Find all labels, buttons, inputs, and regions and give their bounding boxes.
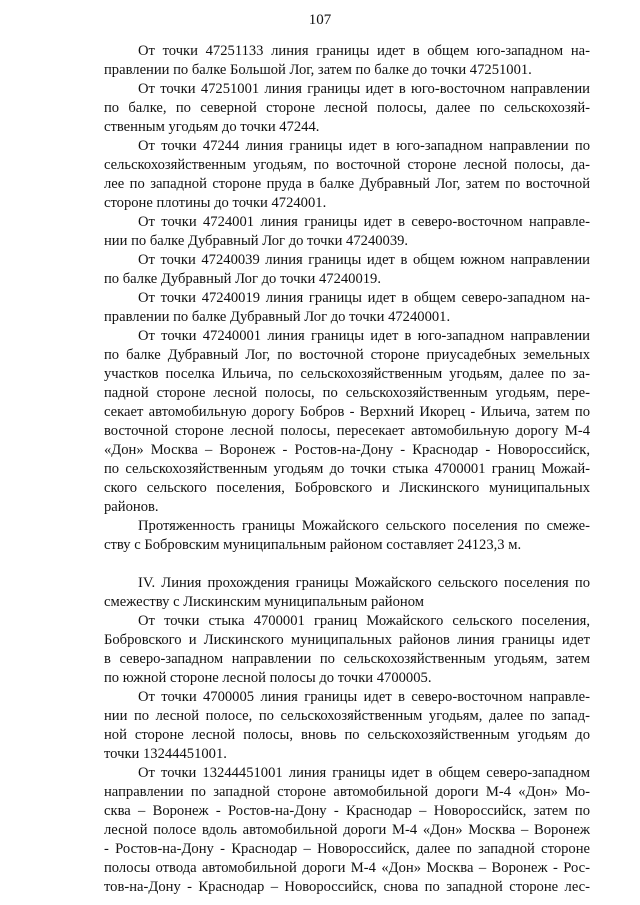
text-line: От точки 47240001 линия границы идет в юго-западном направлении [138, 328, 590, 344]
text-line: - Ростов-на-Дону - Краснодар – Новороссийск, далее по западной стороне [104, 841, 590, 857]
text-line: От точки 47240019 линия границы идет в общем северо-западном на- [138, 290, 590, 306]
document-body [104, 42, 590, 897]
paragraph [104, 688, 590, 764]
paragraph [104, 42, 590, 80]
text-line: восточной стороне лесной полосы, пересекает автомобильную дорогу М-4 [104, 423, 590, 439]
text-line: полосы отвода автомобильной дороги М-4 «Дон» Москва – Воронеж - Рос- [104, 860, 590, 876]
paragraph [104, 137, 590, 213]
text-line: по балке Дубравный Лог, по восточной стороне приусадебных земельных [104, 347, 590, 363]
text-line: От точки 4724001 линия границы идет в северо-восточном направле- [138, 214, 590, 230]
text-line: От точки 47244 линия границы идет в юго-западном направлении по [138, 138, 590, 154]
page-number: 107 [308, 12, 332, 28]
text-line: сква – Воронеж - Ростов-на-Дону - Краснодар – Новороссийск, затем по [104, 803, 590, 819]
text-line: в северо-западном направлении по сельскохозяйственным угодьям, затем [104, 651, 590, 667]
text-line: От точки 4700005 линия границы идет в северо-восточном направле- [138, 689, 590, 705]
text-line: От точки стыка 4700001 границ Можайского сельского поселения, [138, 613, 590, 629]
text-line: секает автомобильную дорогу Бобров - Верхний Икорец - Ильича, затем по [104, 404, 590, 420]
text-line: по сельскохозяйственным угодьям до точки стыка 4700001 границ Можай- [104, 461, 590, 477]
paragraph [104, 764, 590, 897]
text-line: От точки 47240039 линия границы идет в общем южном направлении [138, 252, 590, 268]
text-line: стороне плотины до точки 4724001. [104, 195, 327, 211]
text-line: смежеству с Лискинским муниципальным районом [104, 594, 424, 610]
text-line: районов. [104, 499, 159, 515]
text-line: ского сельского поселения, Бобровского и Лискинского муниципальных [104, 480, 590, 496]
text-line: лее по западной стороне пруда в балке Дубравный Лог, затем по восточной [104, 176, 590, 192]
text-line: тов-на-Дону - Краснодар – Новороссийск, снова по западной стороне лес- [104, 879, 590, 895]
text-line: направлении по западной стороне автомобильной дороги М-4 «Дон» Мо- [104, 784, 590, 800]
text-line: От точки 47251133 линия границы идет в общем юго-западном на- [138, 43, 590, 59]
text-line: IV. Линия прохождения границы Можайского сельского поселения по [138, 575, 590, 591]
text-line: Бобровского и Лискинского муниципальных районов линия границы идет [104, 632, 590, 648]
text-line: От точки 13244451001 линия границы идет в общем северо-западном [138, 765, 590, 781]
paragraph [104, 80, 590, 137]
text-line: ной стороне лесной полосы, вновь по сельскохозяйственным угодьям до [104, 727, 590, 743]
paragraph [104, 327, 590, 517]
text-line: по балке Дубравный Лог до точки 47240019. [104, 271, 381, 287]
paragraph [104, 517, 590, 555]
text-line: правлении по балке Дубравный Лог до точки 47240001. [104, 309, 451, 325]
paragraph [104, 213, 590, 251]
text-line: точки 13244451001. [104, 746, 227, 762]
text-line: сельскохозяйственным угодьям, по восточной стороне лесной полосы, да- [104, 157, 590, 173]
text-line: Протяженность границы Можайского сельского поселения по смеже- [138, 518, 590, 534]
text-line: нии по балке Дубравный Лог до точки 47240039. [104, 233, 409, 249]
section-gap [104, 555, 590, 574]
text-line: правлении по балке Большой Лог, затем по балке до точки 47251001. [104, 62, 532, 78]
text-line: падной стороне лесной полосы, по сельскохозяйственным угодьям, пере- [104, 385, 590, 401]
text-line: От точки 47251001 линия границы идет в юго-восточном направлении [138, 81, 590, 97]
text-line: «Дон» Москва – Воронеж - Ростов-на-Дону - Краснодар - Новороссийск, [104, 442, 590, 458]
text-line: нии по лесной полосе, по сельскохозяйственным угодьям, далее по запад- [104, 708, 590, 724]
paragraph [104, 612, 590, 688]
text-line: участков поселка Ильича, по сельскохозяйственным угодьям, далее по за- [104, 366, 590, 382]
text-line: по южной стороне лесной полосы до точки 4700005. [104, 670, 432, 686]
text-line: ству с Бобровским муниципальным районом составляет 24123,3 м. [104, 537, 522, 553]
text-line: по балке, по северной стороне лесной полосы, далее по сельскохозяй- [104, 100, 590, 116]
text-line: лесной полосе вдоль автомобильной дороги М-4 «Дон» Москва – Воронеж [104, 822, 590, 838]
paragraph [104, 289, 590, 327]
paragraph [104, 251, 590, 289]
text-line: ственным угодьям до точки 47244. [104, 119, 320, 135]
section-heading [104, 574, 590, 612]
